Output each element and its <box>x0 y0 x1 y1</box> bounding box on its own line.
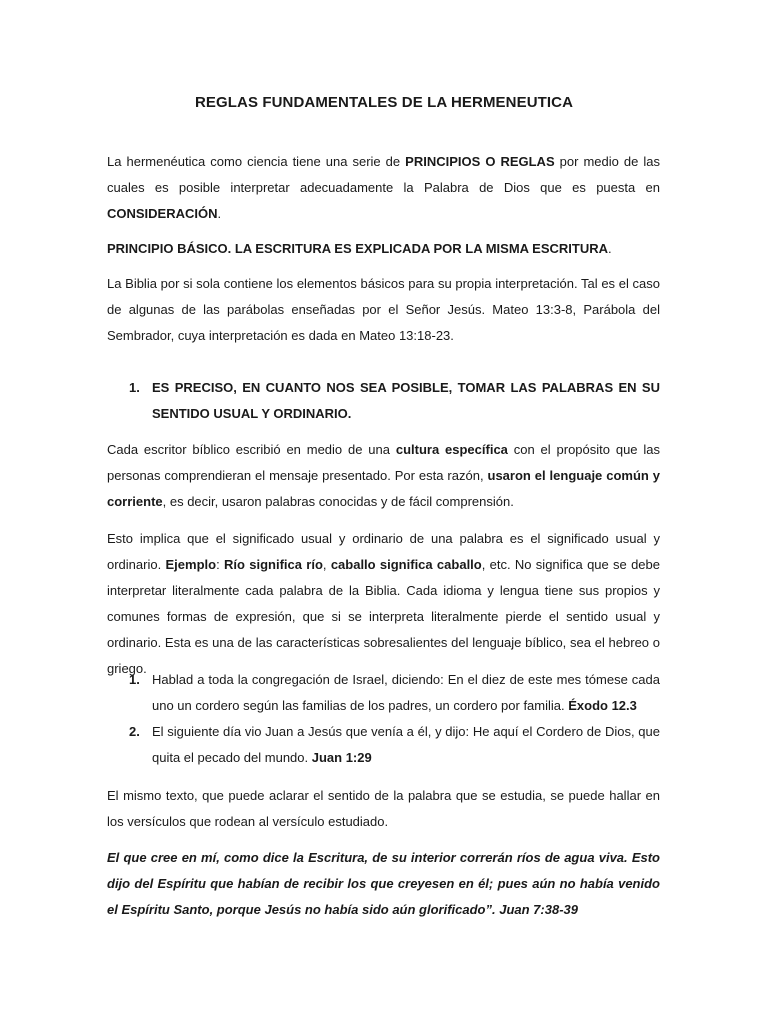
culture-text-3: , es decir, usaron palabras conocidas y de fácil comprensión. <box>162 494 514 509</box>
meaning-text-3: , <box>322 557 331 572</box>
culture-bold-1: cultura específica <box>395 442 508 457</box>
principle-heading-end: . <box>608 241 612 256</box>
meaning-bold-horse: caballo significa caballo <box>330 557 482 572</box>
principle-heading <box>107 236 660 262</box>
culture-bold-2: usaron el lenguaje común y corriente <box>107 468 660 509</box>
example-item-2 <box>107 719 660 771</box>
meaning-text-4: , etc. No significa que se debe interpretar literalmente cada palabra de la Biblia. Cada idioma y lengua tiene sus propios y comunes formas de expresión, que si se interpreta literalmente pierde el sentido usual y ordinario. Esta es una de las características sobresalientes del lenguaje bíblico, sea el hebreo o griego. <box>107 557 660 676</box>
meaning-text-1: Esto implica que el significado usual y ordinario de una palabra es el significado usual y ordinario. <box>107 531 660 572</box>
rule-list <box>107 375 660 427</box>
example-1-reference: Éxodo 12.3 <box>568 698 637 713</box>
example-2-number: 2. <box>129 724 140 739</box>
culture-text-2: con el propósito que las personas comprendieran el mensaje presentado. Por esta razón, <box>107 442 660 483</box>
rule-1-heading-text: ES PRECISO, EN CUANTO NOS SEA POSIBLE, TOMAR LAS PALABRAS EN SU SENTIDO USUAL Y ORDINARIO. <box>152 380 660 421</box>
meaning-bold-example: Ejemplo <box>165 557 217 572</box>
principle-heading-bold: PRINCIPIO BÁSICO. LA ESCRITURA ES EXPLICADA POR LA MISMA ESCRITURA <box>107 241 609 256</box>
principle-paragraph: La Biblia por si sola contiene los elementos básicos para su propia interpretación. Tal es el caso de algunas de las parábolas enseñadas por el Señor Jesús. Mateo 13:3-8, Parábola del Sembrador, cuya interpretación es dada en Mateo 13:18-23. <box>107 276 660 343</box>
culture-text-1: Cada escritor bíblico escribió en medio de una <box>107 442 396 457</box>
rule-1-number: 1. <box>129 380 140 395</box>
example-1-text: Hablad a toda la congregación de Israel, diciendo: En el diez de este mes tómese cada uno un cordero según las familias de los padres, un cordero por familia. <box>152 672 660 713</box>
intro-bold-consideration: CONSIDERACIÓN <box>107 206 218 221</box>
example-list <box>107 667 660 771</box>
example-1-number: 1. <box>129 672 140 687</box>
document-title: REGLAS FUNDAMENTALES DE LA HERMENEUTICA <box>194 94 574 111</box>
context-paragraph: El mismo texto, que puede aclarar el sentido de la palabra que se estudia, se puede hallar en los versículos que rodean al versículo estudiado. <box>107 788 660 829</box>
intro-paragraph <box>107 149 660 227</box>
example-2-reference: Juan 1:29 <box>311 750 372 765</box>
quote-paragraph: El que cree en mí, como dice la Escritura, de su interior correrán ríos de agua viva. Esto dijo del Espíritu que habían de recibir los que creyesen en él; pues aún no había venido el Espíritu Santo, porque Jesús no había sido aún glorificado”. Juan 7:38-39 <box>107 850 660 917</box>
meaning-bold-river: Río significa río <box>224 557 323 572</box>
intro-text-3: . <box>217 206 222 221</box>
rule-1-heading <box>107 375 660 427</box>
intro-text-2: por medio de las cuales es posible interpretar adecuadamente la Palabra de Dios que es puesta en <box>107 154 660 195</box>
example-2-text: El siguiente día vio Juan a Jesús que venía a él, y dijo: He aquí el Cordero de Dios, que quita el pecado del mundo. <box>152 724 660 765</box>
intro-bold-principles: PRINCIPIOS O REGLAS <box>405 154 555 169</box>
meaning-text-2: : <box>216 557 224 572</box>
intro-text-1: La hermenéutica como ciencia tiene una serie de <box>107 154 406 169</box>
culture-paragraph <box>107 437 660 515</box>
meaning-paragraph <box>107 526 660 682</box>
example-item-1 <box>107 667 660 719</box>
